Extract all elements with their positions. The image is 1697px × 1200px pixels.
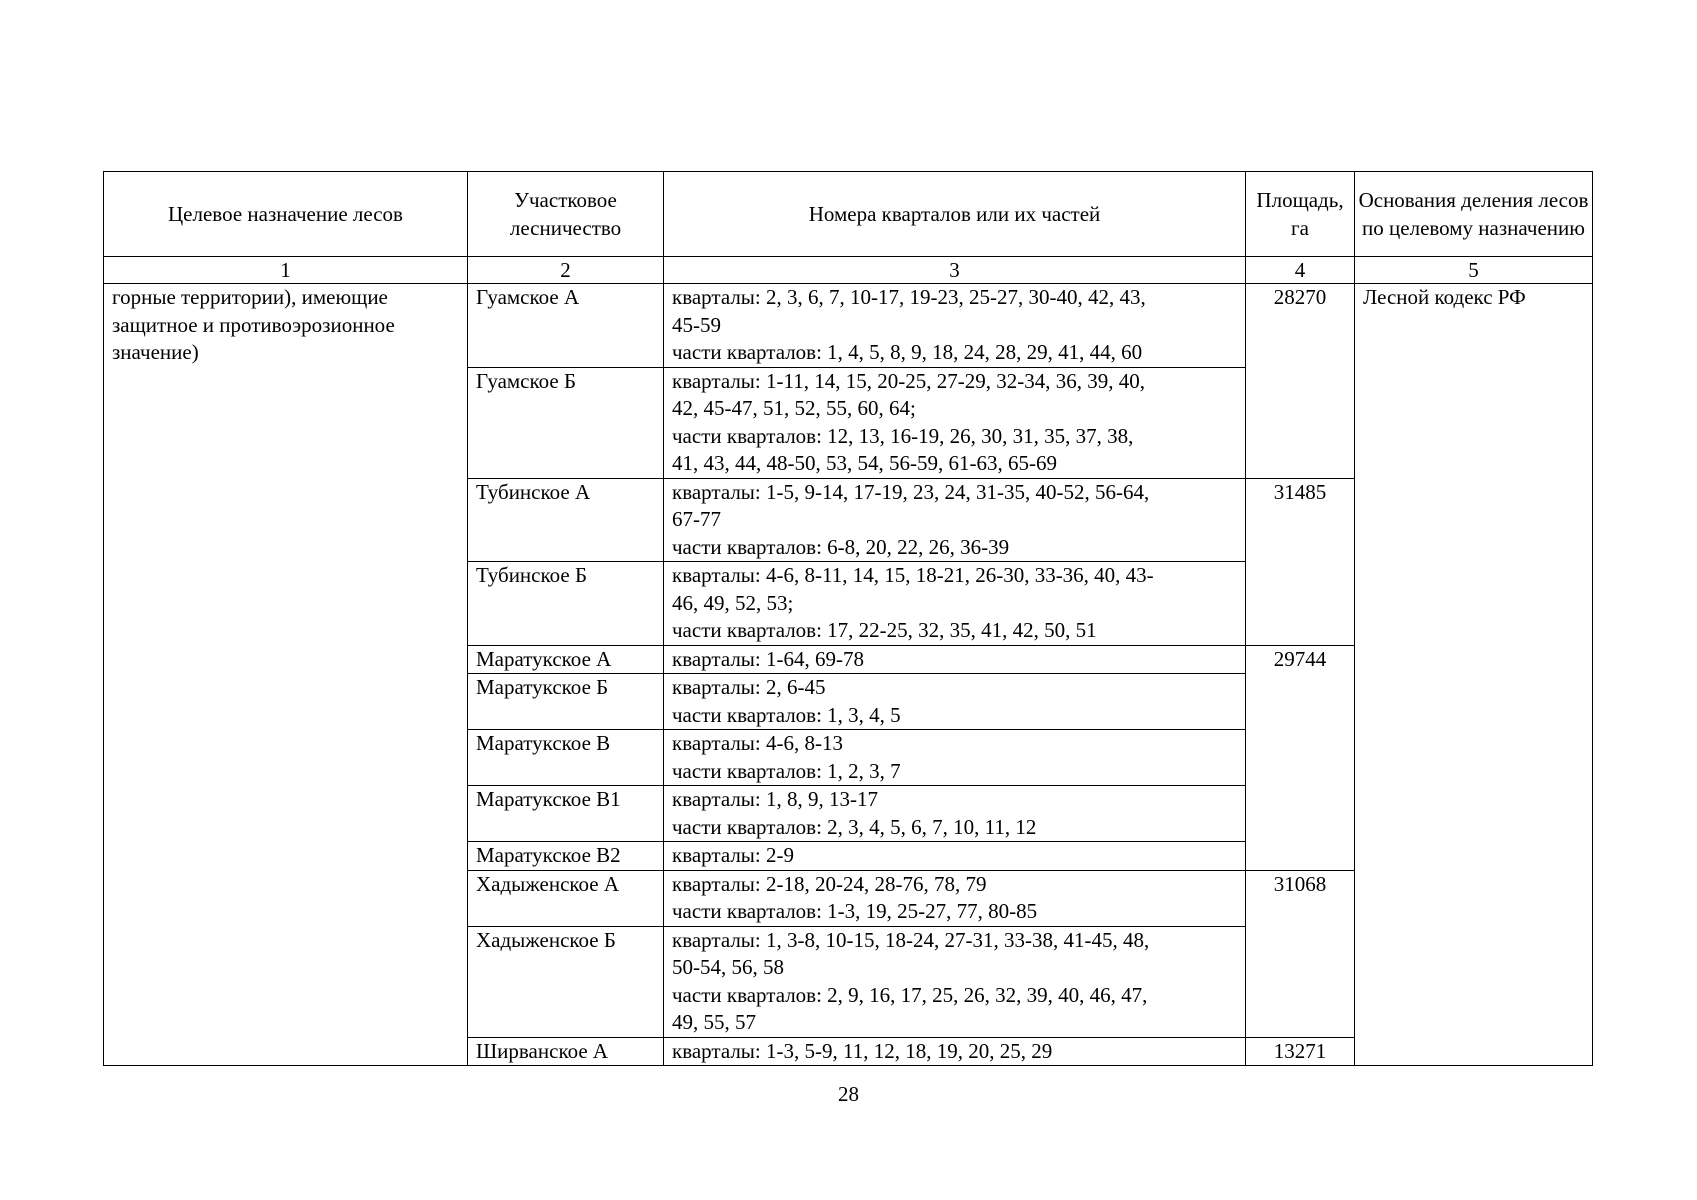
quarters-line: 46, 49, 52, 53; bbox=[672, 590, 794, 615]
quarters-cell bbox=[664, 786, 1246, 842]
parts-line: части кварталов: 1-3, 19, 25-27, 77, 80-85 bbox=[672, 899, 1038, 923]
quarters-line: 67-77 bbox=[672, 507, 721, 531]
parts-line: части кварталов: 1, 3, 4, 5 bbox=[672, 702, 901, 727]
forestry-name: Маратукское В1 bbox=[468, 786, 664, 842]
quarters-line: 45-59 bbox=[672, 312, 721, 337]
column-number: 3 bbox=[664, 257, 1246, 284]
quarters-line: кварталы: 2, 6-45 bbox=[672, 675, 826, 699]
area-cell: 29744 bbox=[1246, 645, 1355, 870]
forestry-name: Хадыженское А bbox=[468, 870, 664, 926]
header-basis: Основания деления лесов по целевому назначению bbox=[1355, 172, 1593, 257]
quarters-cell bbox=[664, 870, 1246, 926]
quarters-line: кварталы: 1, 3-8, 10-15, 18-24, 27-31, 33-38, 41-45, 48, bbox=[672, 927, 1150, 952]
area-cell: 28270 bbox=[1246, 284, 1355, 479]
header-area: Площадь, га bbox=[1246, 172, 1355, 257]
quarters-line: кварталы: 1-5, 9-14, 17-19, 23, 24, 31-35, 40-52, 56-64, bbox=[672, 479, 1150, 504]
quarters-cell bbox=[664, 478, 1246, 562]
quarters-cell bbox=[664, 1037, 1246, 1066]
parts-line: части кварталов: 17, 22-25, 32, 35, 41, 42, 50, 51 bbox=[672, 618, 1097, 642]
forestry-name: Хадыженское Б bbox=[468, 926, 664, 1037]
quarters-cell bbox=[664, 730, 1246, 786]
basis-cell: Лесной кодекс РФ bbox=[1355, 284, 1593, 1066]
forestry-name: Маратукское А bbox=[468, 645, 664, 674]
area-cell: 31485 bbox=[1246, 478, 1355, 645]
column-number: 4 bbox=[1246, 257, 1355, 284]
column-number: 5 bbox=[1355, 257, 1593, 284]
quarters-line: кварталы: 2, 3, 6, 7, 10-17, 19-23, 25-27, 30-40, 42, 43, bbox=[672, 285, 1146, 309]
quarters-cell bbox=[664, 842, 1246, 871]
forestry-name: Тубинское Б bbox=[468, 562, 664, 646]
quarters-cell bbox=[664, 562, 1246, 646]
parts-line: части кварталов: 2, 3, 4, 5, 6, 7, 10, 11, 12 bbox=[672, 814, 1037, 839]
forestry-name: Маратукское В2 bbox=[468, 842, 664, 871]
page-number: 28 bbox=[838, 1082, 859, 1106]
parts-line: части кварталов: 1, 2, 3, 7 bbox=[672, 758, 901, 783]
header-purpose: Целевое назначение лесов bbox=[104, 172, 468, 257]
parts-line: части кварталов: 12, 13, 16-19, 26, 30, 31, 35, 37, 38, bbox=[672, 423, 1134, 448]
quarters-line: кварталы: 2-18, 20-24, 28-76, 78, 79 bbox=[672, 871, 987, 896]
quarters-cell bbox=[664, 645, 1246, 674]
quarters-line: кварталы: 1, 8, 9, 13-17 bbox=[672, 787, 878, 811]
forestry-name: Маратукское Б bbox=[468, 674, 664, 730]
purpose-cell: горные территории), имеющие защитное и противоэрозионное значение) bbox=[104, 284, 468, 1066]
quarters-cell bbox=[664, 367, 1246, 478]
quarters-line: 42, 45-47, 51, 52, 55, 60, 64; bbox=[672, 396, 916, 420]
quarters-line: 50-54, 56, 58 bbox=[672, 955, 784, 979]
header-forestry: Участковое лесничество bbox=[468, 172, 664, 257]
area-cell: 13271 bbox=[1246, 1037, 1355, 1066]
forestry-name: Маратукское В bbox=[468, 730, 664, 786]
table-body bbox=[104, 284, 1593, 1066]
forestry-name: Ширванское А bbox=[468, 1037, 664, 1066]
column-number-row bbox=[104, 257, 1593, 284]
parts-line: части кварталов: 1, 4, 5, 8, 9, 18, 24, 28, 29, 41, 44, 60 bbox=[672, 340, 1143, 364]
quarters-line: кварталы: 1-11, 14, 15, 20-25, 27-29, 32-34, 36, 39, 40, bbox=[672, 368, 1145, 393]
column-number: 1 bbox=[104, 257, 468, 284]
table-row bbox=[104, 284, 1593, 368]
parts-line: части кварталов: 6-8, 20, 22, 26, 36-39 bbox=[672, 534, 1010, 559]
forestry-name: Гуамское Б bbox=[468, 367, 664, 478]
forest-purpose-table bbox=[103, 171, 1593, 1066]
quarters-cell bbox=[664, 284, 1246, 368]
quarters-line: кварталы: 4-6, 8-11, 14, 15, 18-21, 26-30, 33-36, 40, 43- bbox=[672, 563, 1154, 587]
column-number: 2 bbox=[468, 257, 664, 284]
parts-line: 49, 55, 57 bbox=[672, 1010, 756, 1034]
quarters-line: кварталы: 1-64, 69-78 bbox=[672, 646, 864, 671]
parts-line: 41, 43, 44, 48-50, 53, 54, 56-59, 61-63, 65-69 bbox=[672, 451, 1057, 475]
table-header-row bbox=[104, 172, 1593, 257]
quarters-line: кварталы: 4-6, 8-13 bbox=[672, 731, 843, 755]
quarters-line: кварталы: 2-9 bbox=[672, 843, 794, 867]
area-cell: 31068 bbox=[1246, 870, 1355, 1037]
quarters-line: кварталы: 1-3, 5-9, 11, 12, 18, 19, 20, 25, 29 bbox=[672, 1038, 1053, 1063]
quarters-cell bbox=[664, 926, 1246, 1037]
header-quarters: Номера кварталов или их частей bbox=[664, 172, 1246, 257]
forestry-name: Гуамское А bbox=[468, 284, 664, 368]
forestry-name: Тубинское А bbox=[468, 478, 664, 562]
parts-line: части кварталов: 2, 9, 16, 17, 25, 26, 32, 39, 40, 46, 47, bbox=[672, 982, 1148, 1007]
quarters-cell bbox=[664, 674, 1246, 730]
